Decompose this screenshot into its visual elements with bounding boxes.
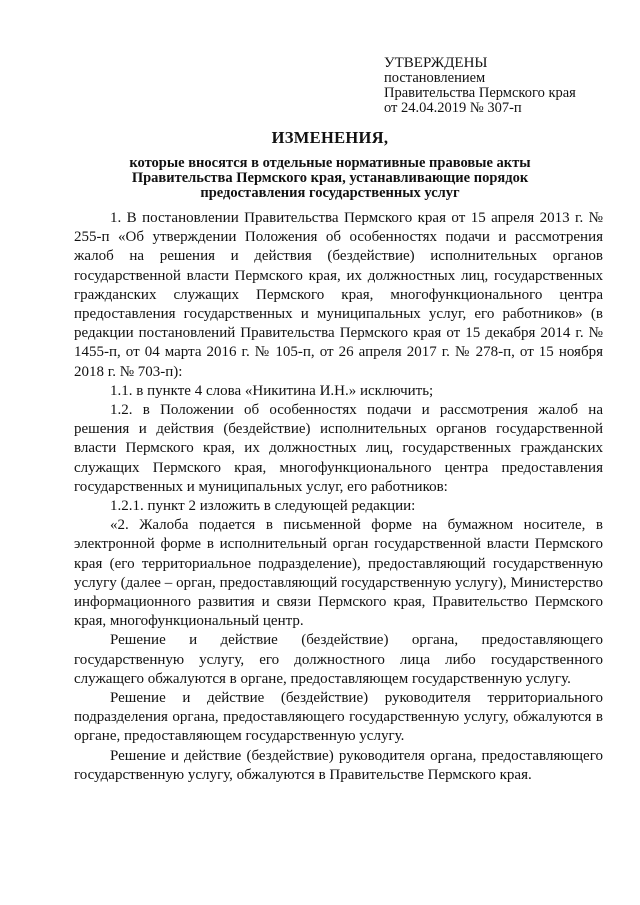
paragraph-item-1-2-1: 1.2.1. пункт 2 изложить в следующей редакции:	[110, 498, 416, 515]
paragraph-item-1: 1. В постановлении Правительства Пермского края от 15 апреля 2013 г. № 255-п «Об утверждении Положения об особенностях подачи и рассмотрения жалоб на решения и действия (бездействие) исполнительных органов государственной власти Пермского края, их должностных лиц, государственных гражданских служащих Пермского края, многофункционального центра предоставления государственных и муниципальных услуг, его работников» (в редакции постановлений Правительства Пермского края от 15 декабря 2014 г. № 1455-п, от 04 марта 2016 г. № 105-п, от 26 апреля 2017 г. № 278-п, от 15 ноября 2018 г. № 703-п):	[74, 210, 603, 380]
paragraph-appeal-body: Решение и действие (бездействие) органа, предоставляющего государственную услугу, его должностного лица либо государственного служащего обжалуются в органе, предоставляющем государственную услугу.	[74, 632, 603, 687]
approval-line: Правительства Пермского края	[384, 85, 576, 101]
paragraph-item-1-2: 1.2. в Положении об особенностях подачи и рассмотрения жалоб на решения и действия (бездействие) исполнительных органов государственной власти Пермского края, их должностных лиц, государственных гражданских служащих Пермского края, многофункционального центра предоставления государственных и муниципальных услуг, его работников:	[74, 402, 603, 495]
approval-line: от 24.04.2019 № 307-п	[384, 100, 522, 116]
paragraph-appeal-territorial: Решение и действие (бездействие) руководителя территориального подразделения органа, предоставляющего государственную услугу, обжалуются в органе, предоставляющем государственную услугу.	[74, 690, 603, 745]
document-title: ИЗМЕНЕНИЯ,	[271, 128, 389, 147]
paragraph-appeal-government: Решение и действие (бездействие) руководителя органа, предоставляющего государственную услугу, обжалуются в Правительстве Пермского края.	[74, 747, 603, 783]
subtitle-line: которые вносятся в отдельные нормативные правовые акты	[129, 155, 531, 171]
document-subtitle	[60, 156, 600, 201]
document-heading	[60, 128, 600, 201]
approval-line: постановлением	[384, 70, 486, 86]
approval-stamp	[384, 56, 624, 116]
paragraph-item-1-1: 1.1. в пункте 4 слова «Никитина И.Н.» исключить;	[110, 382, 434, 399]
subtitle-line: предоставления государственных услуг	[200, 185, 460, 201]
paragraph-quote-item-2: «2. Жалоба подается в письменной форме на бумажном носителе, в электронной форме в исполнительный орган государственной власти Пермского края (его территориальное подразделение), предоставляющий государственную услугу (далее – орган, предоставляющий государственную услугу), Министерство информационного развития и связи Пермского края, Правительство Пермского края, многофункциональный центр.	[74, 517, 603, 630]
approval-title: УТВЕРЖДЕНЫ	[384, 55, 488, 71]
document-body	[74, 209, 603, 785]
subtitle-line: Правительства Пермского края, устанавливающие порядок	[131, 170, 529, 186]
